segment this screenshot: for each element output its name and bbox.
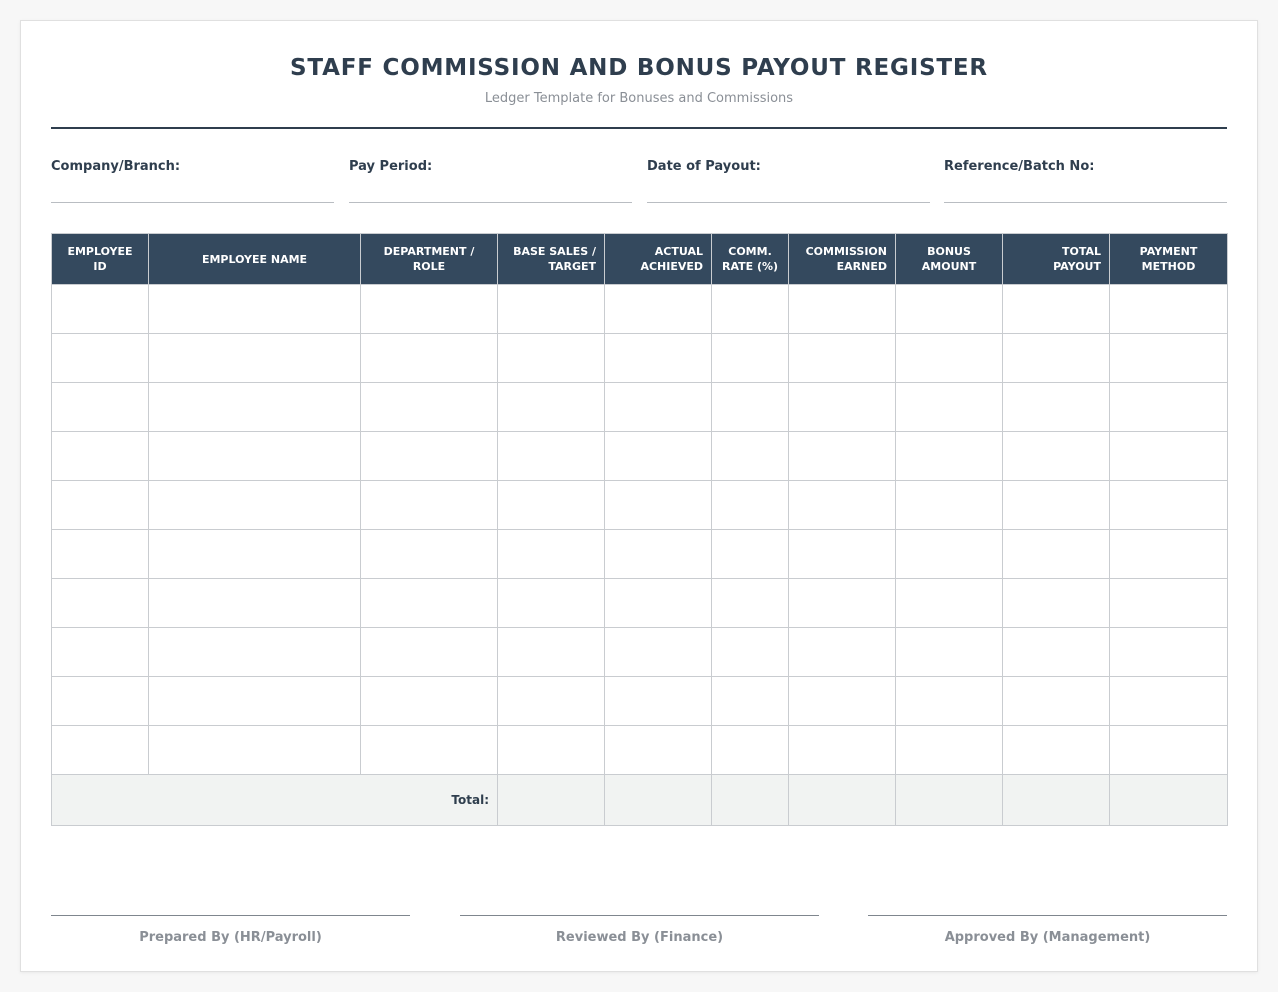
- document-page: [20, 20, 1258, 972]
- cell-employee-name[interactable]: [149, 383, 361, 432]
- cell-employee-id[interactable]: [52, 383, 149, 432]
- table-row: [52, 481, 1228, 530]
- cell-employee-id[interactable]: [52, 726, 149, 775]
- cell-total-payout[interactable]: [1003, 285, 1110, 334]
- total-comm-rate[interactable]: [712, 775, 789, 826]
- pay-period-label: Pay Period:: [349, 159, 433, 174]
- cell-department-role[interactable]: [361, 726, 498, 775]
- table-row: [52, 285, 1228, 334]
- total-label: Total:: [52, 775, 498, 826]
- reference-batch-field[interactable]: [944, 155, 1227, 203]
- cell-payment-method[interactable]: [1110, 677, 1228, 726]
- cell-actual-achieved[interactable]: [605, 334, 712, 383]
- cell-total-payout[interactable]: [1003, 334, 1110, 383]
- cell-employee-name[interactable]: [149, 677, 361, 726]
- cell-base-sales-target[interactable]: [498, 285, 605, 334]
- table-row: [52, 579, 1228, 628]
- document-title: STAFF COMMISSION AND BONUS PAYOUT REGISTER: [290, 55, 988, 81]
- table-row: [52, 530, 1228, 579]
- cell-commission-earned[interactable]: [789, 726, 896, 775]
- cell-base-sales-target[interactable]: [498, 432, 605, 481]
- cell-employee-name[interactable]: [149, 334, 361, 383]
- total-actual-achieved[interactable]: [605, 775, 712, 826]
- table-row: [52, 383, 1228, 432]
- cell-bonus-amount[interactable]: [896, 677, 1003, 726]
- cell-bonus-amount[interactable]: [896, 530, 1003, 579]
- cell-employee-name[interactable]: [149, 628, 361, 677]
- total-payment-method[interactable]: [1110, 775, 1228, 826]
- cell-total-payout[interactable]: [1003, 628, 1110, 677]
- cell-actual-achieved[interactable]: [605, 628, 712, 677]
- cell-comm-rate[interactable]: [712, 628, 789, 677]
- company-branch-label: Company/Branch:: [51, 159, 181, 174]
- table-row: [52, 677, 1228, 726]
- date-of-payout-label: Date of Payout:: [647, 159, 761, 174]
- cell-commission-earned[interactable]: [789, 285, 896, 334]
- cell-comm-rate[interactable]: [712, 285, 789, 334]
- signature-approved-by[interactable]: [868, 915, 1227, 945]
- cell-total-payout[interactable]: [1003, 481, 1110, 530]
- cell-department-role[interactable]: [361, 628, 498, 677]
- header-payment-method: PAYMENT METHOD: [1110, 234, 1228, 285]
- cell-employee-id[interactable]: [52, 530, 149, 579]
- cell-department-role[interactable]: [361, 285, 498, 334]
- header-employee-id: EMPLOYEE ID: [52, 234, 149, 285]
- cell-payment-method[interactable]: [1110, 285, 1228, 334]
- cell-base-sales-target[interactable]: [498, 726, 605, 775]
- pay-period-field[interactable]: [349, 155, 632, 203]
- cell-commission-earned[interactable]: [789, 432, 896, 481]
- cell-comm-rate[interactable]: [712, 726, 789, 775]
- cell-base-sales-target[interactable]: [498, 579, 605, 628]
- table-row: [52, 726, 1228, 775]
- cell-commission-earned[interactable]: [789, 383, 896, 432]
- cell-employee-name[interactable]: [149, 481, 361, 530]
- cell-payment-method[interactable]: [1110, 481, 1228, 530]
- cell-actual-achieved[interactable]: [605, 579, 712, 628]
- cell-bonus-amount[interactable]: [896, 628, 1003, 677]
- cell-actual-achieved[interactable]: [605, 481, 712, 530]
- date-of-payout-field[interactable]: [647, 155, 930, 203]
- prepared-by-label: Prepared By (HR/Payroll): [139, 930, 322, 945]
- cell-department-role[interactable]: [361, 530, 498, 579]
- meta-fields: [51, 155, 1227, 203]
- cell-actual-achieved[interactable]: [605, 383, 712, 432]
- header-base-sales-target: BASE SALES / TARGET: [498, 234, 605, 285]
- cell-comm-rate[interactable]: [712, 677, 789, 726]
- header-department-role: DEPARTMENT / ROLE: [361, 234, 498, 285]
- cell-commission-earned[interactable]: [789, 579, 896, 628]
- cell-comm-rate[interactable]: [712, 432, 789, 481]
- cell-payment-method[interactable]: [1110, 432, 1228, 481]
- cell-total-payout[interactable]: [1003, 677, 1110, 726]
- cell-bonus-amount[interactable]: [896, 726, 1003, 775]
- cell-actual-achieved[interactable]: [605, 432, 712, 481]
- cell-employee-name[interactable]: [149, 579, 361, 628]
- header-comm-rate: COMM. RATE (%): [712, 234, 789, 285]
- cell-base-sales-target[interactable]: [498, 481, 605, 530]
- cell-bonus-amount[interactable]: [896, 579, 1003, 628]
- cell-employee-id[interactable]: [52, 628, 149, 677]
- cell-employee-id[interactable]: [52, 285, 149, 334]
- total-commission-earned[interactable]: [789, 775, 896, 826]
- cell-total-payout[interactable]: [1003, 383, 1110, 432]
- cell-commission-earned[interactable]: [789, 628, 896, 677]
- cell-payment-method[interactable]: [1110, 530, 1228, 579]
- cell-payment-method[interactable]: [1110, 579, 1228, 628]
- company-branch-field[interactable]: [51, 155, 334, 203]
- cell-department-role[interactable]: [361, 677, 498, 726]
- cell-employee-id[interactable]: [52, 334, 149, 383]
- cell-payment-method[interactable]: [1110, 628, 1228, 677]
- cell-base-sales-target[interactable]: [498, 383, 605, 432]
- table-row: [52, 628, 1228, 677]
- cell-payment-method[interactable]: [1110, 334, 1228, 383]
- table-header-row: [52, 234, 1228, 285]
- header-bonus-amount: BONUS AMOUNT: [896, 234, 1003, 285]
- total-base-sales-target[interactable]: [498, 775, 605, 826]
- table-row: [52, 432, 1228, 481]
- total-row: [52, 775, 1228, 826]
- cell-employee-id[interactable]: [52, 432, 149, 481]
- cell-comm-rate[interactable]: [712, 579, 789, 628]
- total-total-payout[interactable]: [1003, 775, 1110, 826]
- cell-comm-rate[interactable]: [712, 530, 789, 579]
- cell-total-payout[interactable]: [1003, 432, 1110, 481]
- cell-department-role[interactable]: [361, 432, 498, 481]
- header-commission-earned: COMMISSION EARNED: [789, 234, 896, 285]
- cell-total-payout[interactable]: [1003, 579, 1110, 628]
- cell-bonus-amount[interactable]: [896, 481, 1003, 530]
- cell-commission-earned[interactable]: [789, 677, 896, 726]
- cell-actual-achieved[interactable]: [605, 285, 712, 334]
- payout-ledger-table: [51, 233, 1228, 826]
- cell-employee-name[interactable]: [149, 530, 361, 579]
- cell-actual-achieved[interactable]: [605, 530, 712, 579]
- cell-department-role[interactable]: [361, 334, 498, 383]
- document-header: [51, 21, 1227, 129]
- cell-bonus-amount[interactable]: [896, 432, 1003, 481]
- table-row: [52, 334, 1228, 383]
- cell-base-sales-target[interactable]: [498, 628, 605, 677]
- cell-base-sales-target[interactable]: [498, 677, 605, 726]
- header-employee-name: EMPLOYEE NAME: [149, 234, 361, 285]
- cell-bonus-amount[interactable]: [896, 285, 1003, 334]
- reviewed-by-label: Reviewed By (Finance): [555, 930, 724, 945]
- cell-commission-earned[interactable]: [789, 530, 896, 579]
- cell-bonus-amount[interactable]: [896, 383, 1003, 432]
- cell-employee-id[interactable]: [52, 677, 149, 726]
- cell-total-payout[interactable]: [1003, 726, 1110, 775]
- cell-comm-rate[interactable]: [712, 334, 789, 383]
- cell-comm-rate[interactable]: [712, 383, 789, 432]
- cell-bonus-amount[interactable]: [896, 334, 1003, 383]
- cell-actual-achieved[interactable]: [605, 677, 712, 726]
- signature-reviewed-by[interactable]: [460, 915, 819, 945]
- cell-payment-method[interactable]: [1110, 383, 1228, 432]
- cell-base-sales-target[interactable]: [498, 334, 605, 383]
- cell-department-role[interactable]: [361, 579, 498, 628]
- cell-total-payout[interactable]: [1003, 530, 1110, 579]
- cell-commission-earned[interactable]: [789, 481, 896, 530]
- cell-employee-id[interactable]: [52, 579, 149, 628]
- approved-by-label: Approved By (Management): [944, 930, 1151, 945]
- signature-prepared-by[interactable]: [51, 915, 410, 945]
- reference-batch-label: Reference/Batch No:: [944, 159, 1095, 174]
- cell-commission-earned[interactable]: [789, 334, 896, 383]
- cell-base-sales-target[interactable]: [498, 530, 605, 579]
- cell-department-role[interactable]: [361, 481, 498, 530]
- cell-employee-id[interactable]: [52, 481, 149, 530]
- cell-actual-achieved[interactable]: [605, 726, 712, 775]
- cell-employee-name[interactable]: [149, 285, 361, 334]
- header-total-payout: TOTAL PAYOUT: [1003, 234, 1110, 285]
- cell-employee-name[interactable]: [149, 726, 361, 775]
- cell-comm-rate[interactable]: [712, 481, 789, 530]
- total-bonus-amount[interactable]: [896, 775, 1003, 826]
- cell-payment-method[interactable]: [1110, 726, 1228, 775]
- header-actual-achieved: ACTUAL ACHIEVED: [605, 234, 712, 285]
- document-subtitle: Ledger Template for Bonuses and Commissions: [484, 91, 794, 106]
- cell-department-role[interactable]: [361, 383, 498, 432]
- cell-employee-name[interactable]: [149, 432, 361, 481]
